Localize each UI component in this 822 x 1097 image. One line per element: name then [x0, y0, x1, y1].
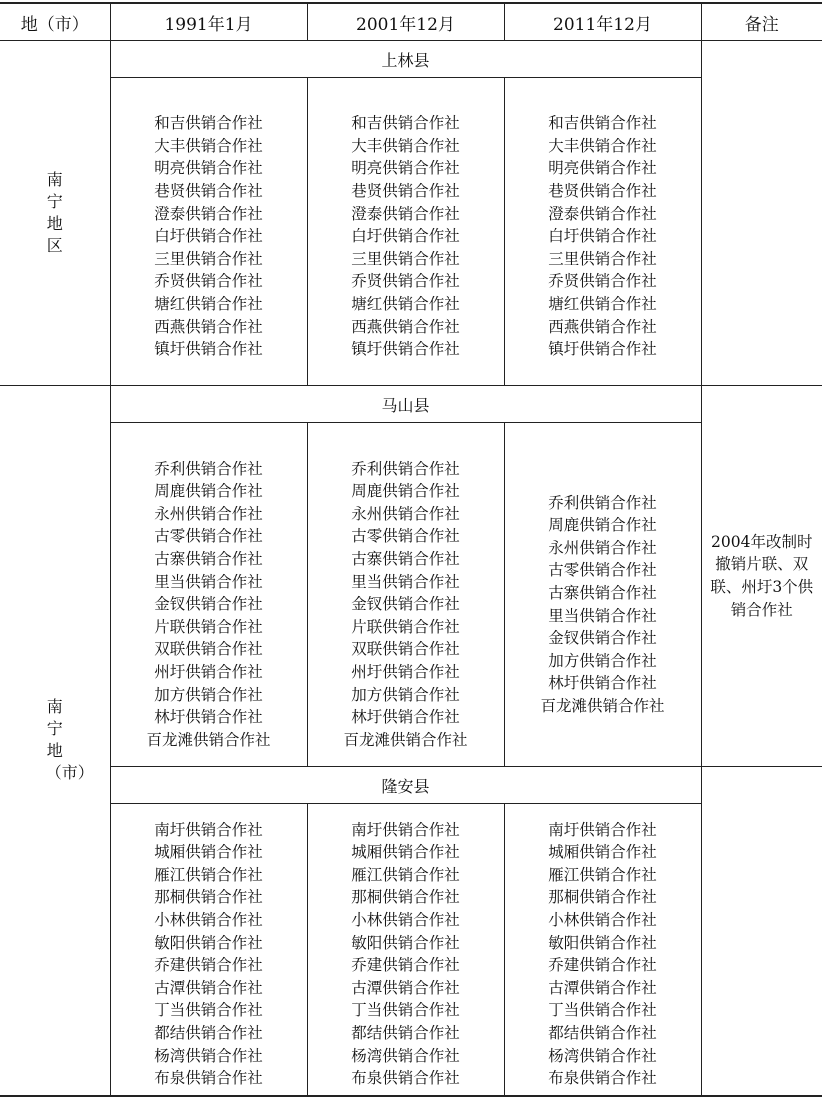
note-cell-long-an — [701, 767, 822, 1096]
coop-item: 丁当供销合作社 — [308, 999, 504, 1022]
coop-item: 那桐供销合作社 — [111, 886, 307, 909]
coop-item: 古寨供销合作社 — [111, 548, 307, 571]
coop-item: 巷贤供销合作社 — [308, 180, 504, 203]
list-mashan-1991 — [110, 423, 307, 767]
region-cell-second — [0, 386, 110, 1096]
coop-item: 布泉供销合作社 — [505, 1067, 701, 1090]
coop-item: 澄泰供销合作社 — [308, 203, 504, 226]
list-row-shanglin — [0, 78, 822, 386]
coop-item: 都结供销合作社 — [505, 1022, 701, 1045]
coop-item: 周鹿供销合作社 — [505, 514, 701, 537]
list-shanglin-2001 — [307, 78, 504, 386]
coop-item: 和吉供销合作社 — [505, 112, 701, 135]
coop-item: 雁江供销合作社 — [308, 864, 504, 887]
coop-item: 白圩供销合作社 — [505, 225, 701, 248]
county-name-mashan: 马山县 — [110, 386, 701, 423]
coop-item: 西燕供销合作社 — [111, 316, 307, 339]
coop-item: 片联供销合作社 — [308, 616, 504, 639]
coop-item: 南圩供销合作社 — [308, 819, 504, 842]
coop-item: 双联供销合作社 — [111, 638, 307, 661]
coop-item: 林圩供销合作社 — [111, 706, 307, 729]
coop-item: 周鹿供销合作社 — [308, 480, 504, 503]
header-region: 地（市） — [0, 3, 110, 41]
note-cell-shanglin — [701, 41, 822, 386]
coop-item: 乔利供销合作社 — [111, 458, 307, 481]
coop-item: 乔建供销合作社 — [308, 954, 504, 977]
coop-item: 三里供销合作社 — [505, 248, 701, 271]
coop-item: 三里供销合作社 — [308, 248, 504, 271]
header-2011: 2011年12月 — [504, 3, 701, 41]
coop-item: 加方供销合作社 — [308, 684, 504, 707]
coop-item: 布泉供销合作社 — [111, 1067, 307, 1090]
coop-item: 都结供销合作社 — [111, 1022, 307, 1045]
coop-item: 金钗供销合作社 — [111, 593, 307, 616]
coop-item: 林圩供销合作社 — [505, 672, 701, 695]
coop-item: 和吉供销合作社 — [308, 112, 504, 135]
coop-item: 永州供销合作社 — [308, 503, 504, 526]
coop-item: 古潭供销合作社 — [505, 977, 701, 1000]
coop-item: 塘红供销合作社 — [111, 293, 307, 316]
list-row-mashan — [0, 423, 822, 767]
coop-item: 小林供销合作社 — [111, 909, 307, 932]
coop-item: 古零供销合作社 — [111, 525, 307, 548]
coop-item: 白圩供销合作社 — [111, 225, 307, 248]
coop-item: 乔建供销合作社 — [505, 954, 701, 977]
coop-item: 杨湾供销合作社 — [111, 1045, 307, 1068]
coop-item: 里当供销合作社 — [308, 571, 504, 594]
coop-item: 城厢供销合作社 — [111, 841, 307, 864]
county-row-long-an — [0, 767, 822, 804]
coop-item: 杨湾供销合作社 — [505, 1045, 701, 1068]
county-row-shanglin — [0, 41, 822, 78]
coop-item: 大丰供销合作社 — [505, 135, 701, 158]
coop-list — [505, 492, 701, 718]
coop-item: 南圩供销合作社 — [111, 819, 307, 842]
coop-item: 西燕供销合作社 — [308, 316, 504, 339]
coop-item: 百龙滩供销合作社 — [308, 729, 504, 752]
coop-list — [308, 112, 504, 361]
coop-item: 丁当供销合作社 — [111, 999, 307, 1022]
coop-item: 澄泰供销合作社 — [111, 203, 307, 226]
coop-item: 小林供销合作社 — [505, 909, 701, 932]
coop-item: 镇圩供销合作社 — [308, 338, 504, 361]
coop-item: 明亮供销合作社 — [505, 157, 701, 180]
coop-item: 古寨供销合作社 — [505, 582, 701, 605]
coop-item: 乔贤供销合作社 — [111, 270, 307, 293]
coop-item: 塘红供销合作社 — [308, 293, 504, 316]
coop-item: 和吉供销合作社 — [111, 112, 307, 135]
county-name-long-an: 隆安县 — [110, 767, 701, 804]
note-cell-mashan — [701, 386, 822, 767]
list-long-an-2001 — [307, 804, 504, 1096]
coop-item: 林圩供销合作社 — [308, 706, 504, 729]
coop-item: 乔贤供销合作社 — [505, 270, 701, 293]
coop-item: 乔贤供销合作社 — [308, 270, 504, 293]
coop-item: 周鹿供销合作社 — [111, 480, 307, 503]
coop-table — [0, 2, 822, 1097]
coop-item: 杨湾供销合作社 — [308, 1045, 504, 1068]
coop-item: 城厢供销合作社 — [308, 841, 504, 864]
coop-item: 片联供销合作社 — [111, 616, 307, 639]
coop-item: 镇圩供销合作社 — [111, 338, 307, 361]
coop-item: 里当供销合作社 — [111, 571, 307, 594]
coop-item: 里当供销合作社 — [505, 605, 701, 628]
coop-item: 雁江供销合作社 — [505, 864, 701, 887]
county-row-mashan — [0, 386, 822, 423]
coop-item: 大丰供销合作社 — [308, 135, 504, 158]
coop-item: 白圩供销合作社 — [308, 225, 504, 248]
coop-item: 巷贤供销合作社 — [505, 180, 701, 203]
coop-item: 金钗供销合作社 — [308, 593, 504, 616]
coop-item: 金钗供销合作社 — [505, 627, 701, 650]
coop-list — [111, 819, 307, 1090]
list-long-an-2011 — [504, 804, 701, 1096]
coop-item: 雁江供销合作社 — [111, 864, 307, 887]
region-label-first: 南宁地区 — [46, 169, 64, 257]
coop-item: 那桐供销合作社 — [505, 886, 701, 909]
region-cell-first — [0, 41, 110, 386]
coop-item: 布泉供销合作社 — [308, 1067, 504, 1090]
coop-item: 州圩供销合作社 — [308, 661, 504, 684]
coop-list — [308, 458, 504, 752]
coop-item: 百龙滩供销合作社 — [111, 729, 307, 752]
coop-item: 三里供销合作社 — [111, 248, 307, 271]
coop-list — [505, 819, 701, 1090]
list-shanglin-2011 — [504, 78, 701, 386]
header-1991: 1991年1月 — [110, 3, 307, 41]
coop-item: 古寨供销合作社 — [308, 548, 504, 571]
coop-item: 州圩供销合作社 — [111, 661, 307, 684]
coop-item: 西燕供销合作社 — [505, 316, 701, 339]
coop-item: 明亮供销合作社 — [308, 157, 504, 180]
list-shanglin-1991 — [110, 78, 307, 386]
coop-item: 永州供销合作社 — [111, 503, 307, 526]
coop-item: 敏阳供销合作社 — [111, 932, 307, 955]
county-name-shanglin: 上林县 — [110, 41, 701, 78]
coop-item: 古零供销合作社 — [505, 559, 701, 582]
coop-item: 乔建供销合作社 — [111, 954, 307, 977]
coop-item: 永州供销合作社 — [505, 537, 701, 560]
coop-item: 古零供销合作社 — [308, 525, 504, 548]
coop-item: 澄泰供销合作社 — [505, 203, 701, 226]
list-mashan-2011 — [504, 423, 701, 767]
coop-item: 小林供销合作社 — [308, 909, 504, 932]
coop-item: 丁当供销合作社 — [505, 999, 701, 1022]
coop-list — [111, 458, 307, 752]
coop-list — [308, 819, 504, 1090]
coop-item: 敏阳供销合作社 — [505, 932, 701, 955]
coop-item: 明亮供销合作社 — [111, 157, 307, 180]
coop-item: 南圩供销合作社 — [505, 819, 701, 842]
coop-item: 大丰供销合作社 — [111, 135, 307, 158]
coop-item: 镇圩供销合作社 — [505, 338, 701, 361]
header-row — [0, 3, 822, 41]
coop-item: 双联供销合作社 — [308, 638, 504, 661]
coop-item: 那桐供销合作社 — [308, 886, 504, 909]
list-long-an-1991 — [110, 804, 307, 1096]
list-mashan-2001 — [307, 423, 504, 767]
list-row-long-an — [0, 804, 822, 1096]
note-text-mashan: 2004年改制时撤销片联、双联、州圩3个供销合作社 — [702, 531, 822, 621]
coop-item: 塘红供销合作社 — [505, 293, 701, 316]
coop-item: 敏阳供销合作社 — [308, 932, 504, 955]
coop-item: 乔利供销合作社 — [505, 492, 701, 515]
coop-item: 加方供销合作社 — [111, 684, 307, 707]
coop-list — [111, 112, 307, 361]
coop-item: 乔利供销合作社 — [308, 458, 504, 481]
coop-item: 城厢供销合作社 — [505, 841, 701, 864]
coop-item: 都结供销合作社 — [308, 1022, 504, 1045]
coop-item: 加方供销合作社 — [505, 650, 701, 673]
header-2001: 2001年12月 — [307, 3, 504, 41]
coop-item: 百龙滩供销合作社 — [505, 695, 701, 718]
coop-item: 巷贤供销合作社 — [111, 180, 307, 203]
coop-item: 古潭供销合作社 — [308, 977, 504, 1000]
coop-list — [505, 112, 701, 361]
region-label-second: 南宁地（市） — [46, 696, 64, 784]
header-note: 备注 — [701, 3, 822, 41]
coop-item: 古潭供销合作社 — [111, 977, 307, 1000]
